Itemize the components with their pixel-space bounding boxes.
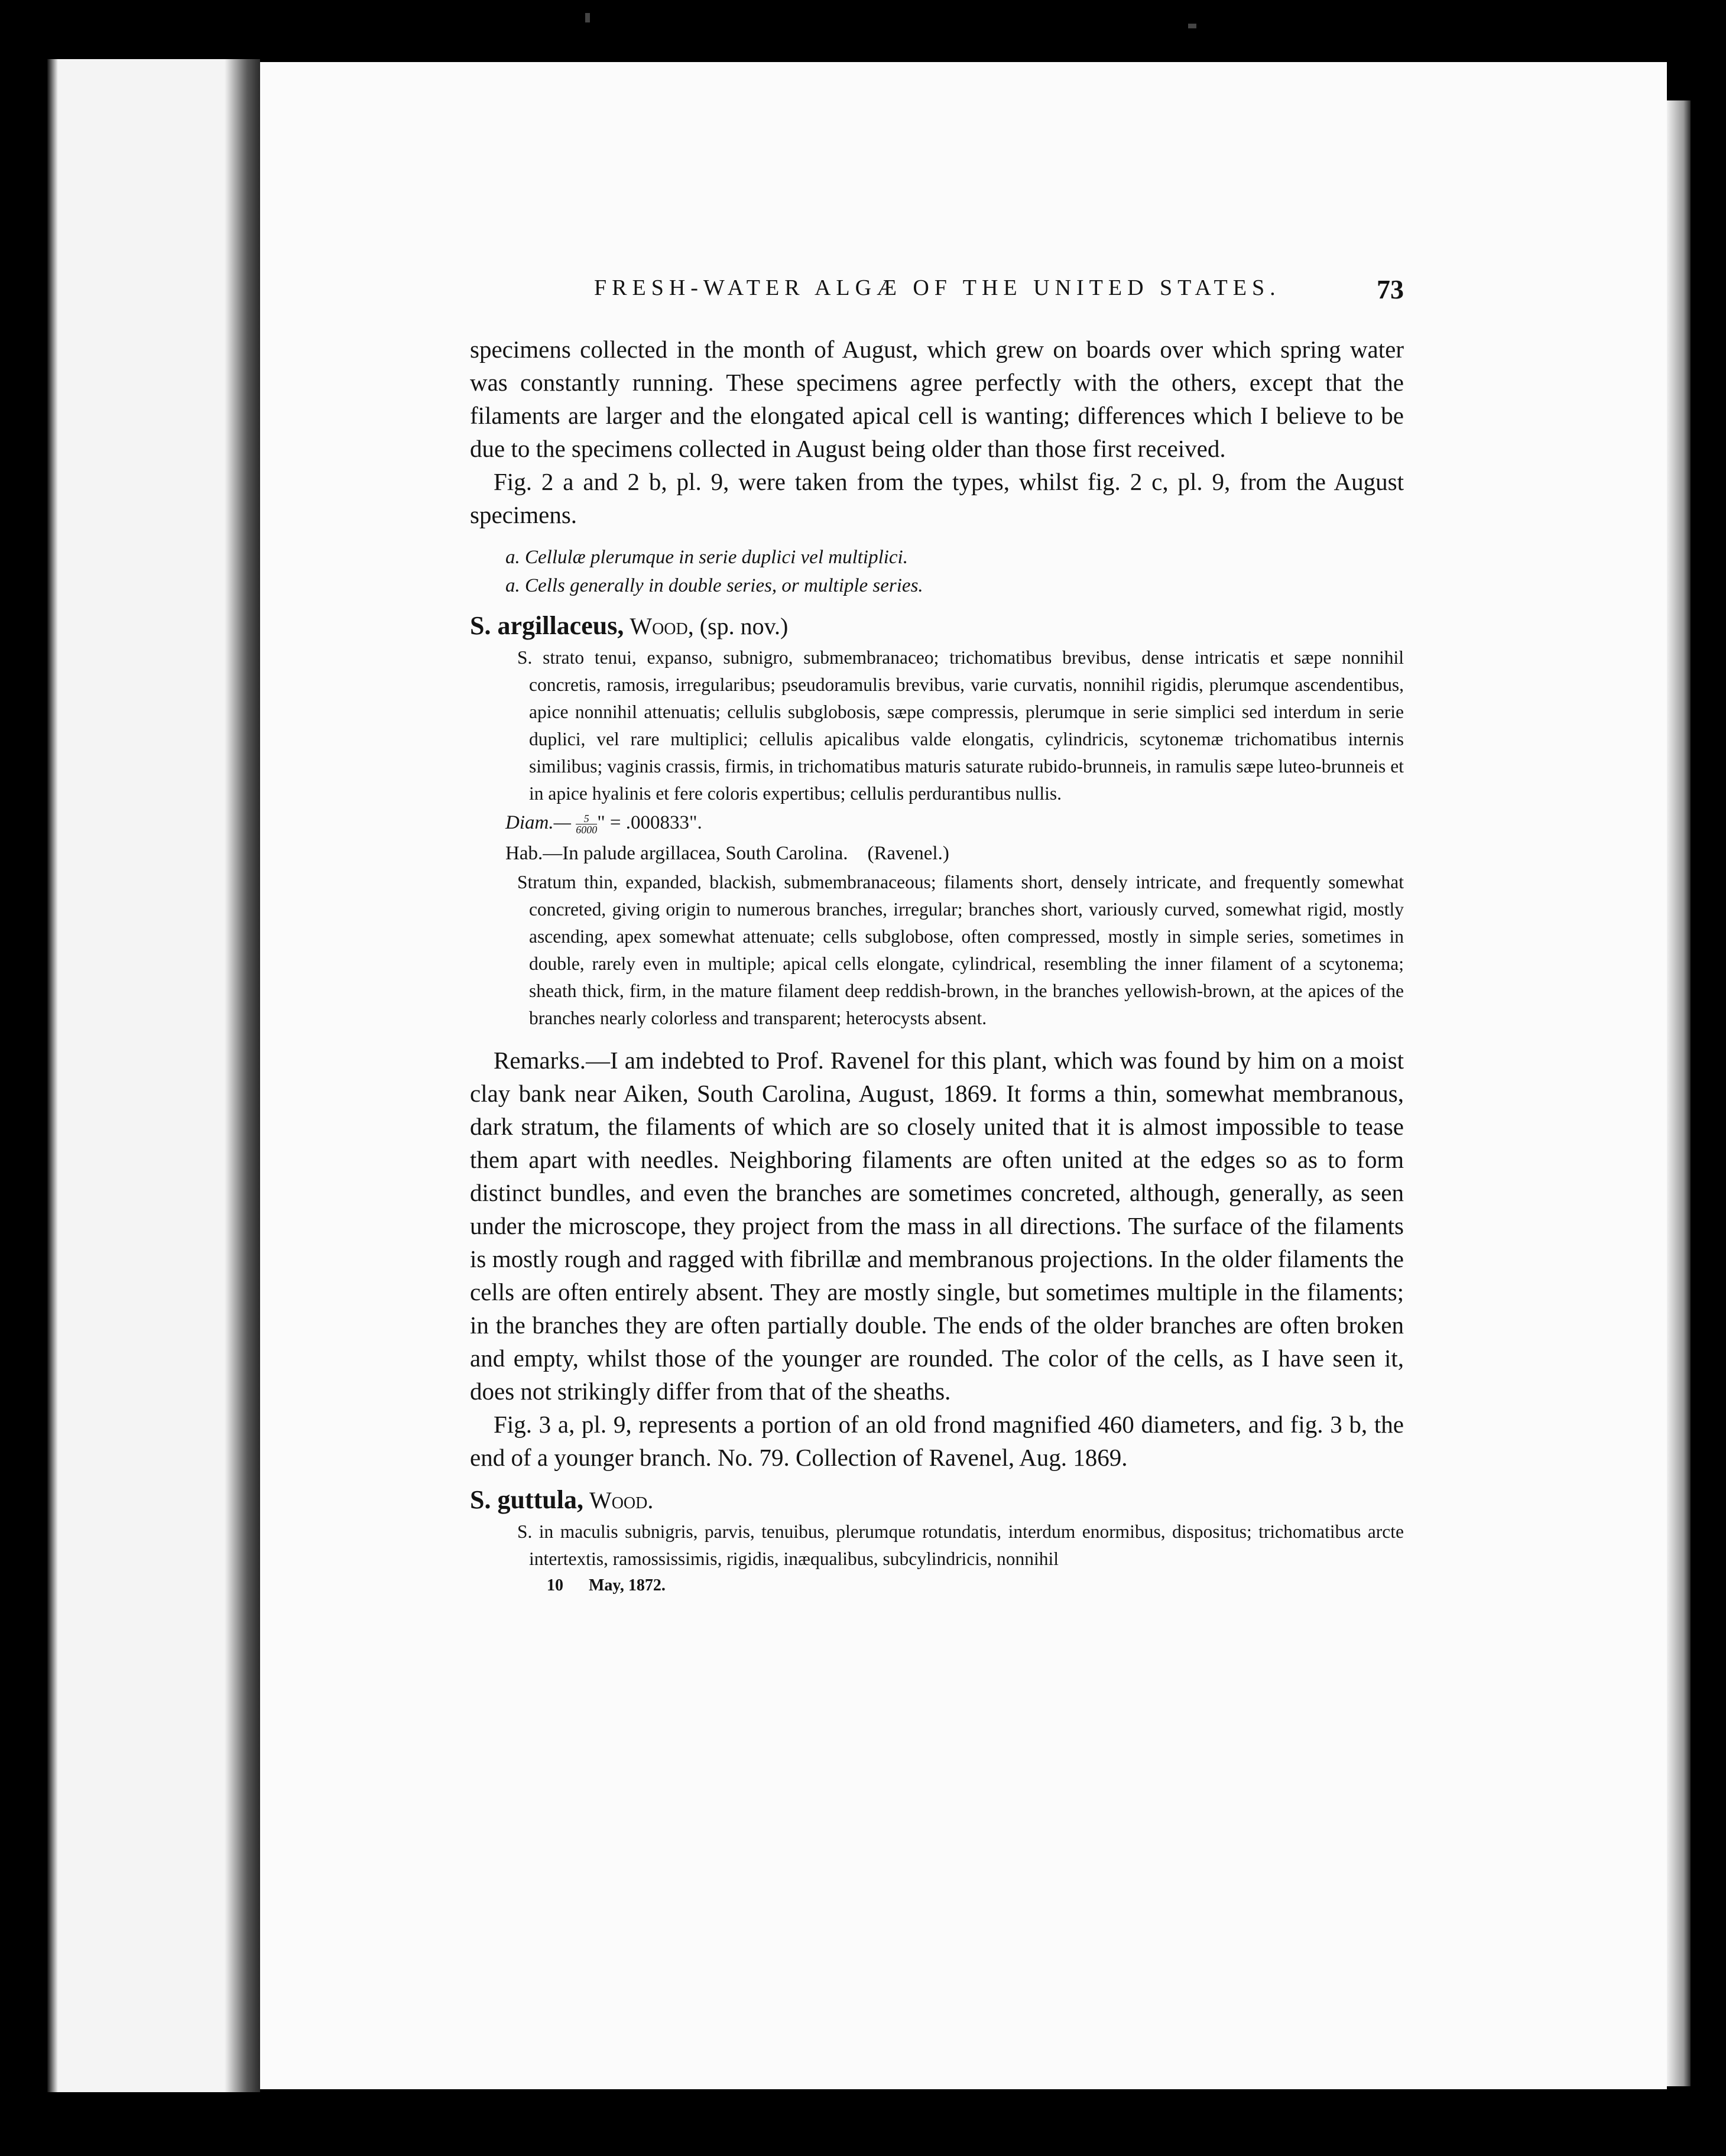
- print-date: May, 1872.: [589, 1576, 666, 1595]
- fraction-denominator: 6000: [576, 823, 598, 836]
- habitat-text: Hab.—In palude argillacea, South Carolina.: [505, 843, 848, 864]
- species-heading-guttula: [470, 1482, 1404, 1518]
- diameter-value: " = .000833".: [597, 812, 702, 833]
- page-footer: [547, 1576, 1404, 1595]
- fraction-numerator: 5: [576, 813, 597, 824]
- english-description: Stratum thin, expanded, blackish, submembranaceous; filaments short, densely intricate, and frequently somewhat concreted, giving origin to numerous branches, irregular; branches short, variously curved, somewhat rigid, mostly ascending, apex somewhat attenuate; cells subglobose, often compressed, mostly in simple series, sometimes in double, rarely even in multiple; apical cells elongate, cylindrical, resembling the inner filament of a scytonema; sheath thick, firm, in the mature filament deep reddish-brown, in the branches yellowish-brown, at the apices of the branches nearly colorless and transparent; heterocysts absent.: [517, 872, 1404, 1028]
- species-status: (sp. nov.): [699, 613, 789, 639]
- book-spine-edge: [47, 59, 260, 2092]
- species-author: Wood,: [630, 613, 694, 639]
- intro-paragraph: specimens collected in the month of August, which grew on boards over which spring water was constantly running. These specimens agree perfectly with the others, except that the filaments are larger and the elongated apical cell is wanting; differences which I believe to be due to the specimens collected in August being older than those first received.: [470, 336, 1404, 462]
- scan-speck: [1188, 24, 1196, 28]
- book-page: [260, 62, 1667, 2089]
- figure-reference-paragraph: Fig. 2 a and 2 b, pl. 9, were taken from the types, whilst fig. 2 c, pl. 9, from the August specimens.: [470, 468, 1404, 528]
- species-author: Wood.: [589, 1487, 654, 1514]
- running-head: FRESH-WATER ALGÆ OF THE UNITED STATES.: [594, 275, 1281, 300]
- page-header: [470, 269, 1404, 316]
- page-content: [470, 269, 1404, 1595]
- species-name: S. guttula,: [470, 1485, 583, 1514]
- habitat-collector: (Ravenel.): [867, 843, 949, 864]
- scan-speck: [585, 13, 590, 22]
- remarks-paragraph: Remarks.—I am indebted to Prof. Ravenel for this plant, which was found by him on a moist clay bank near Aiken, South Carolina, August, 1869. It forms a thin, somewhat membranous, dark stratum, the filaments of which are so closely united that it is almost impossible to tease them apart with needles. Neighboring filaments are often united at the edges so as to form distinct bundles, and even the branches are sometimes concreted, although, generally, as seen under the microscope, they project from the mass in all directions. The surface of the filaments is mostly rough and ragged with fibrillæ and membranous projections. In the older filaments the cells are often entirely absent. They are mostly single, but sometimes multiple in the filaments; in the branches they are often partially double. The ends of the older branches are often broken and empty, whilst those of the younger are rounded. The color of the cells, as I have seen it, does not strikingly differ from that of the sheaths.: [470, 1047, 1404, 1405]
- latin-description-guttula: S. in maculis subnigris, parvis, tenuibus, plerumque rotundatis, interdum enormibus, dispositus; trichomatibus arcte intertextis, ramossissimis, rigidis, inæqualibus, subcylindricis, nonnihil: [517, 1521, 1404, 1569]
- figure-note-paragraph: Fig. 3 a, pl. 9, represents a portion of an old frond magnified 460 diameters, and fig. 3 b, the end of a younger branch. No. 79. Collection of Ravenel, Aug. 1869.: [470, 1411, 1404, 1471]
- latin-description: S. strato tenui, expanso, subnigro, submembranaceo; trichomatibus brevibus, dense intricatis et sæpe nonnihil concretis, ramosis, irregularibus; pseudoramulis brevibus, varie curvatis, nonnihil rigidis, plerumque ascendentibus, apice nonnihil attenuatis; cellulis subglobosis, sæpe compressis, plerumque in serie simplici sed interdum in serie duplici, vel rare multiplici; cellulis apicalibus valde elongatis, cylindricis, scytonemæ trichomatibus internis similibus; vaginis crassis, firmis, in trichomatibus maturis saturate rubido-brunneis, in ramulis sæpe luteo-brunneis et in apice hyalinis et fere coloris expertibus; cellulis perdurantibus nullis.: [517, 647, 1404, 804]
- page-number: 73: [1377, 274, 1404, 304]
- page-right-edge: [1667, 100, 1691, 2086]
- diameter-label: Diam.—: [505, 812, 571, 833]
- species-name: S. argillaceus,: [470, 611, 624, 640]
- habitat-line: [505, 838, 1404, 869]
- species-heading-argillaceus: [470, 608, 1404, 644]
- diameter-line: [505, 807, 1404, 838]
- section-latin-note: a. Cellulæ plerumque in serie duplici vel multiplici.: [505, 547, 908, 568]
- signature-mark: 10: [547, 1576, 563, 1595]
- diameter-fraction: [576, 813, 597, 835]
- section-english-note: a. Cells generally in double series, or multiple series.: [505, 575, 923, 596]
